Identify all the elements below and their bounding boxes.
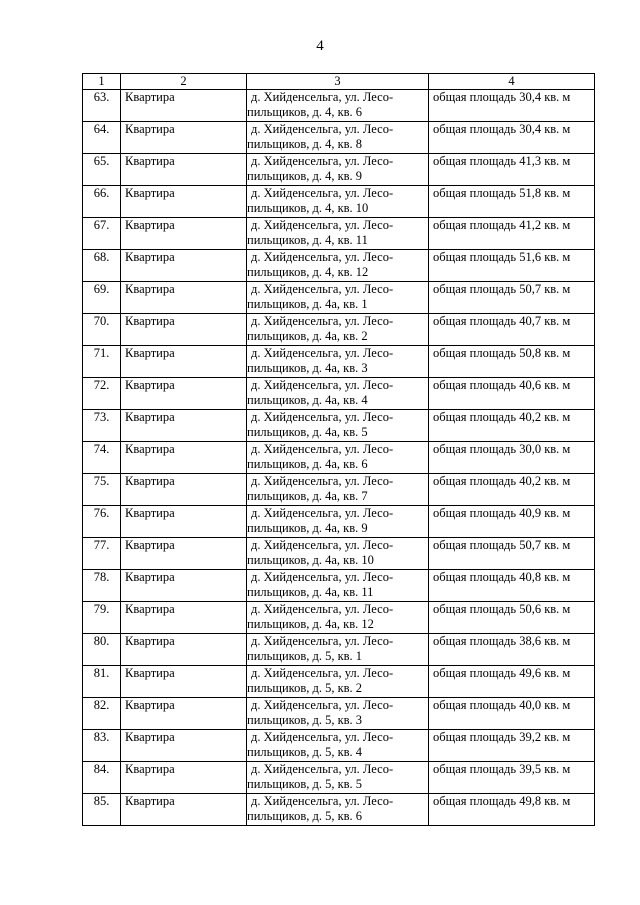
address-line-1: д. Хийденсельга, ул. Лесо- xyxy=(251,666,394,680)
page-number: 4 xyxy=(316,38,324,54)
row-number: 66. xyxy=(83,186,121,218)
table-row xyxy=(83,346,595,378)
row-number: 79. xyxy=(83,602,121,634)
table-row xyxy=(83,442,595,474)
address-line-2: пильщиков, д. 4а, кв. 5 xyxy=(247,425,368,439)
object-address xyxy=(247,794,429,826)
row-number: 64. xyxy=(83,122,121,154)
object-area: общая площадь 49,8 кв. м xyxy=(429,794,595,826)
object-type: Квартира xyxy=(121,730,247,762)
object-type: Квартира xyxy=(121,186,247,218)
object-type: Квартира xyxy=(121,474,247,506)
address-line-1: д. Хийденсельга, ул. Лесо- xyxy=(251,634,394,648)
address-line-1: д. Хийденсельга, ул. Лесо- xyxy=(251,122,394,136)
address-line-2: пильщиков, д. 4а, кв. 10 xyxy=(247,553,374,567)
address-line-2: пильщиков, д. 5, кв. 3 xyxy=(247,713,363,727)
property-table xyxy=(82,73,595,826)
address-line-1: д. Хийденсельга, ул. Лесо- xyxy=(251,186,394,200)
address-line-1: д. Хийденсельга, ул. Лесо- xyxy=(251,602,394,616)
address-line-2: пильщиков, д. 4а, кв. 1 xyxy=(247,297,368,311)
address-line-2: пильщиков, д. 4, кв. 11 xyxy=(247,233,368,247)
row-number: 82. xyxy=(83,698,121,730)
object-area: общая площадь 40,2 кв. м xyxy=(429,410,595,442)
table-row xyxy=(83,730,595,762)
table-row xyxy=(83,474,595,506)
row-number: 63. xyxy=(83,90,121,122)
object-type: Квартира xyxy=(121,282,247,314)
address-line-2: пильщиков, д. 4а, кв. 2 xyxy=(247,329,368,343)
address-line-1: д. Хийденсельга, ул. Лесо- xyxy=(251,570,394,584)
object-area: общая площадь 30,0 кв. м xyxy=(429,442,595,474)
object-type: Квартира xyxy=(121,122,247,154)
object-area: общая площадь 50,6 кв. м xyxy=(429,602,595,634)
object-address xyxy=(247,250,429,282)
table-row xyxy=(83,122,595,154)
address-line-2: пильщиков, д. 5, кв. 6 xyxy=(247,809,363,823)
object-address xyxy=(247,122,429,154)
object-area: общая площадь 40,9 кв. м xyxy=(429,506,595,538)
object-address xyxy=(247,602,429,634)
object-type: Квартира xyxy=(121,346,247,378)
table-body xyxy=(83,90,595,826)
object-area: общая площадь 50,8 кв. м xyxy=(429,346,595,378)
object-area: общая площадь 40,0 кв. м xyxy=(429,698,595,730)
object-type: Квартира xyxy=(121,410,247,442)
table-row xyxy=(83,410,595,442)
object-type: Квартира xyxy=(121,154,247,186)
object-address xyxy=(247,282,429,314)
address-line-1: д. Хийденсельга, ул. Лесо- xyxy=(251,314,394,328)
object-address xyxy=(247,218,429,250)
object-type: Квартира xyxy=(121,218,247,250)
object-type: Квартира xyxy=(121,506,247,538)
row-number: 68. xyxy=(83,250,121,282)
object-address xyxy=(247,698,429,730)
address-line-1: д. Хийденсельга, ул. Лесо- xyxy=(251,90,394,104)
object-type: Квартира xyxy=(121,378,247,410)
row-number: 81. xyxy=(83,666,121,698)
table-row xyxy=(83,794,595,826)
object-area: общая площадь 49,6 кв. м xyxy=(429,666,595,698)
object-type: Квартира xyxy=(121,570,247,602)
object-address xyxy=(247,410,429,442)
address-line-2: пильщиков, д. 4а, кв. 11 xyxy=(247,585,374,599)
address-line-1: д. Хийденсельга, ул. Лесо- xyxy=(251,794,394,808)
row-number: 73. xyxy=(83,410,121,442)
address-line-1: д. Хийденсельга, ул. Лесо- xyxy=(251,538,394,552)
table-row xyxy=(83,314,595,346)
table-row xyxy=(83,186,595,218)
address-line-1: д. Хийденсельга, ул. Лесо- xyxy=(251,730,394,744)
object-area: общая площадь 50,7 кв. м xyxy=(429,282,595,314)
object-type: Квартира xyxy=(121,794,247,826)
object-area: общая площадь 40,8 кв. м xyxy=(429,570,595,602)
address-line-2: пильщиков, д. 4а, кв. 6 xyxy=(247,457,368,471)
address-line-2: пильщиков, д. 5, кв. 2 xyxy=(247,681,363,695)
table-row xyxy=(83,154,595,186)
address-line-2: пильщиков, д. 4а, кв. 7 xyxy=(247,489,368,503)
object-address xyxy=(247,762,429,794)
object-address xyxy=(247,666,429,698)
row-number: 75. xyxy=(83,474,121,506)
object-area: общая площадь 40,2 кв. м xyxy=(429,474,595,506)
object-type: Квартира xyxy=(121,666,247,698)
object-address xyxy=(247,442,429,474)
object-address xyxy=(247,474,429,506)
column-header-3: 3 xyxy=(247,74,429,90)
row-number: 72. xyxy=(83,378,121,410)
address-line-2: пильщиков, д. 4а, кв. 9 xyxy=(247,521,368,535)
row-number: 76. xyxy=(83,506,121,538)
table-row xyxy=(83,250,595,282)
address-line-2: пильщиков, д. 4а, кв. 4 xyxy=(247,393,368,407)
object-area: общая площадь 50,7 кв. м xyxy=(429,538,595,570)
table-row xyxy=(83,762,595,794)
address-line-1: д. Хийденсельга, ул. Лесо- xyxy=(251,442,394,456)
table-row xyxy=(83,602,595,634)
address-line-2: пильщиков, д. 5, кв. 4 xyxy=(247,745,363,759)
object-address xyxy=(247,730,429,762)
object-area: общая площадь 40,7 кв. м xyxy=(429,314,595,346)
address-line-1: д. Хийденсельга, ул. Лесо- xyxy=(251,698,394,712)
table-row xyxy=(83,506,595,538)
address-line-1: д. Хийденсельга, ул. Лесо- xyxy=(251,410,394,424)
object-type: Квартира xyxy=(121,762,247,794)
object-address xyxy=(247,570,429,602)
object-address xyxy=(247,90,429,122)
table-row xyxy=(83,570,595,602)
table-header-row xyxy=(83,74,595,90)
row-number: 77. xyxy=(83,538,121,570)
object-area: общая площадь 39,2 кв. м xyxy=(429,730,595,762)
address-line-1: д. Хийденсельга, ул. Лесо- xyxy=(251,154,394,168)
row-number: 78. xyxy=(83,570,121,602)
table-row xyxy=(83,218,595,250)
object-type: Квартира xyxy=(121,90,247,122)
column-header-2: 2 xyxy=(121,74,247,90)
address-line-2: пильщиков, д. 5, кв. 1 xyxy=(247,649,363,663)
object-type: Квартира xyxy=(121,314,247,346)
row-number: 85. xyxy=(83,794,121,826)
object-area: общая площадь 51,8 кв. м xyxy=(429,186,595,218)
row-number: 74. xyxy=(83,442,121,474)
object-type: Квартира xyxy=(121,250,247,282)
table-row xyxy=(83,698,595,730)
address-line-2: пильщиков, д. 4, кв. 9 xyxy=(247,169,363,183)
object-address xyxy=(247,346,429,378)
table-row xyxy=(83,666,595,698)
object-address xyxy=(247,154,429,186)
object-address xyxy=(247,378,429,410)
address-line-1: д. Хийденсельга, ул. Лесо- xyxy=(251,282,394,296)
object-type: Квартира xyxy=(121,634,247,666)
object-area: общая площадь 30,4 кв. м xyxy=(429,90,595,122)
address-line-1: д. Хийденсельга, ул. Лесо- xyxy=(251,218,394,232)
address-line-2: пильщиков, д. 5, кв. 5 xyxy=(247,777,363,791)
table-row xyxy=(83,634,595,666)
object-address xyxy=(247,634,429,666)
address-line-1: д. Хийденсельга, ул. Лесо- xyxy=(251,506,394,520)
row-number: 84. xyxy=(83,762,121,794)
table-row xyxy=(83,282,595,314)
object-area: общая площадь 39,5 кв. м xyxy=(429,762,595,794)
object-type: Квартира xyxy=(121,602,247,634)
address-line-2: пильщиков, д. 4, кв. 12 xyxy=(247,265,369,279)
row-number: 71. xyxy=(83,346,121,378)
column-header-4: 4 xyxy=(429,74,595,90)
address-line-2: пильщиков, д. 4а, кв. 12 xyxy=(247,617,374,631)
object-area: общая площадь 41,2 кв. м xyxy=(429,218,595,250)
table-row xyxy=(83,538,595,570)
object-area: общая площадь 40,6 кв. м xyxy=(429,378,595,410)
row-number: 67. xyxy=(83,218,121,250)
object-area: общая площадь 51,6 кв. м xyxy=(429,250,595,282)
object-type: Квартира xyxy=(121,442,247,474)
object-address xyxy=(247,506,429,538)
object-area: общая площадь 41,3 кв. м xyxy=(429,154,595,186)
row-number: 69. xyxy=(83,282,121,314)
object-address xyxy=(247,186,429,218)
object-type: Квартира xyxy=(121,538,247,570)
row-number: 80. xyxy=(83,634,121,666)
address-line-2: пильщиков, д. 4а, кв. 3 xyxy=(247,361,368,375)
object-type: Квартира xyxy=(121,698,247,730)
address-line-1: д. Хийденсельга, ул. Лесо- xyxy=(251,346,394,360)
address-line-2: пильщиков, д. 4, кв. 6 xyxy=(247,105,363,119)
column-header-1: 1 xyxy=(83,74,121,90)
row-number: 70. xyxy=(83,314,121,346)
table-row xyxy=(83,378,595,410)
row-number: 65. xyxy=(83,154,121,186)
object-address xyxy=(247,314,429,346)
address-line-1: д. Хийденсельга, ул. Лесо- xyxy=(251,474,394,488)
address-line-1: д. Хийденсельга, ул. Лесо- xyxy=(251,378,394,392)
object-area: общая площадь 38,6 кв. м xyxy=(429,634,595,666)
address-line-1: д. Хийденсельга, ул. Лесо- xyxy=(251,250,394,264)
table-row xyxy=(83,90,595,122)
address-line-2: пильщиков, д. 4, кв. 10 xyxy=(247,201,369,215)
object-address xyxy=(247,538,429,570)
address-line-2: пильщиков, д. 4, кв. 8 xyxy=(247,137,363,151)
address-line-1: д. Хийденсельга, ул. Лесо- xyxy=(251,762,394,776)
object-area: общая площадь 30,4 кв. м xyxy=(429,122,595,154)
row-number: 83. xyxy=(83,730,121,762)
